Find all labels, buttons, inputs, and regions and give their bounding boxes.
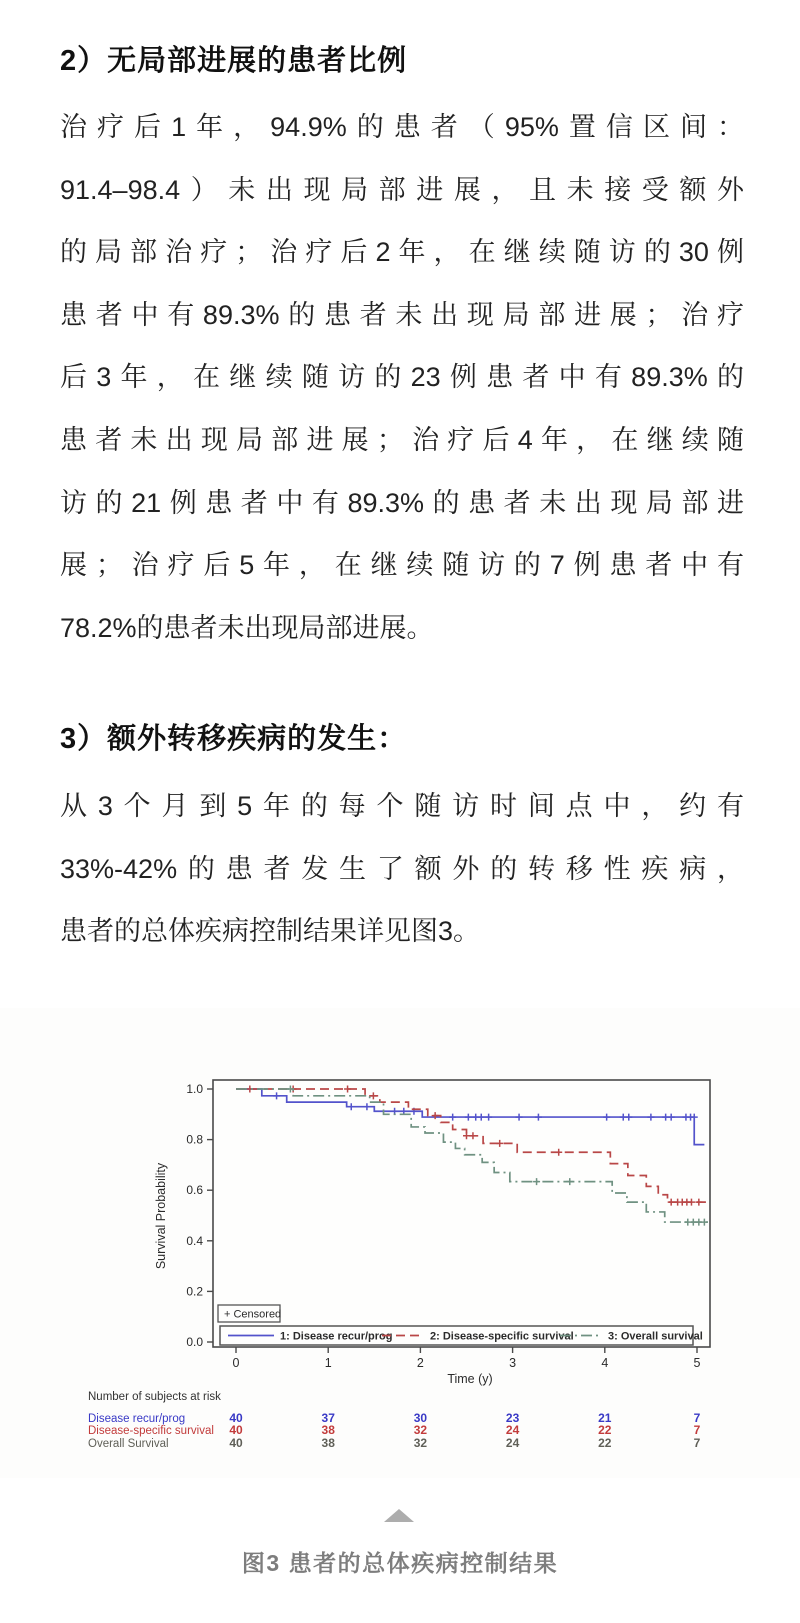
paragraph-line: 访的21例患者中有89.3%的患者未出现局部进: [60, 487, 744, 518]
paragraph-line: 治疗后1年，94.9%的患者（95%置信区间：: [60, 112, 744, 142]
figure3-survival-chart: [0, 1008, 800, 1478]
censored-key-label: + Censored: [224, 1308, 282, 1321]
at-risk-value: 24: [505, 1436, 520, 1450]
at-risk-value: 22: [598, 1423, 612, 1437]
at-risk-value: 7: [693, 1411, 701, 1425]
y-tick-label: 0.0: [186, 1335, 203, 1349]
at-risk-value: 24: [505, 1423, 520, 1437]
collapse-triangle-icon: [384, 1509, 414, 1522]
at-risk-row-label: Disease recur/prog: [88, 1413, 186, 1425]
paragraph-line: 患者中有89.3%的患者未出现局部进展；治疗: [60, 299, 744, 330]
y-tick-label: 0.4: [186, 1233, 203, 1248]
at-risk-value: 38: [321, 1423, 335, 1437]
paragraph-line: 的局部治疗；治疗后2年，在继续随访的30例: [60, 237, 744, 268]
at-risk-value: 38: [321, 1436, 335, 1450]
at-risk-value: 7: [693, 1423, 701, 1437]
paragraph-line: 展；治疗后5年，在继续随访的7例患者中有: [60, 550, 744, 581]
figure3-caption: 图3 患者的总体疾病控制结果: [241, 1550, 559, 1576]
paragraph-line: 91.4–98.4）未出现局部进展，且未接受额外: [60, 174, 744, 205]
at-risk-row-label: Overall Survival: [88, 1438, 169, 1450]
x-tick-label: 1: [324, 1356, 332, 1370]
legend-label: 3: Overall survival: [608, 1330, 703, 1343]
paragraph-line: 78.2%的患者未出现局部进展。: [60, 612, 434, 643]
at-risk-value: 22: [598, 1436, 612, 1450]
at-risk-title: Number of subjects at risk: [88, 1391, 221, 1403]
section2-paragraph: [60, 775, 744, 963]
y-axis-label: Survival Probability: [154, 1162, 168, 1270]
at-risk-value: 32: [413, 1436, 428, 1450]
paragraph-line: 后3年，在继续随访的23例患者中有89.3%的: [60, 362, 744, 393]
at-risk-value: 7: [693, 1436, 701, 1450]
paragraph-line: 33%-42%的患者发生了额外的转移性疾病，: [60, 853, 744, 884]
x-axis-label: Time (y): [447, 1372, 493, 1386]
section1-paragraph: [60, 96, 744, 659]
x-tick-label: 5: [693, 1356, 701, 1370]
y-tick-label: 0.2: [186, 1284, 203, 1299]
y-tick-label: 0.6: [186, 1183, 203, 1198]
at-risk-value: 40: [229, 1436, 243, 1450]
legend-label: 1: Disease recur/prog: [280, 1330, 393, 1343]
paragraph-line: 患者未出现局部进展；治疗后4年，在继续随: [60, 424, 744, 455]
at-risk-value: 30: [413, 1411, 428, 1425]
plot-border: [213, 1080, 710, 1347]
paragraph-line: 从3个月到5年的每个随访时间点中，约有: [60, 791, 744, 821]
legend-label: 2: Disease-specific survival: [430, 1330, 574, 1343]
x-tick-label: 0: [232, 1356, 240, 1370]
x-tick-label: 3: [509, 1356, 517, 1370]
section2-heading: 3）额外转移疾病的发生：: [60, 723, 408, 755]
kaplan-meier-chart: [0, 1008, 800, 1478]
at-risk-value: 21: [598, 1411, 612, 1425]
y-tick-label: 0.8: [186, 1132, 203, 1147]
y-tick-label: 1.0: [186, 1082, 203, 1096]
at-risk-value: 23: [505, 1411, 520, 1425]
x-tick-label: 4: [601, 1356, 609, 1370]
at-risk-value: 37: [321, 1411, 335, 1425]
at-risk-row-label: Disease-specific survival: [88, 1425, 214, 1437]
at-risk-value: 40: [229, 1423, 243, 1437]
section1-heading: 2）无局部进展的患者比例: [60, 45, 408, 77]
x-tick-label: 2: [416, 1356, 424, 1370]
paragraph-line: 患者的总体疾病控制结果详见图3。: [60, 916, 481, 947]
at-risk-value: 40: [229, 1411, 243, 1425]
at-risk-value: 32: [413, 1423, 428, 1437]
